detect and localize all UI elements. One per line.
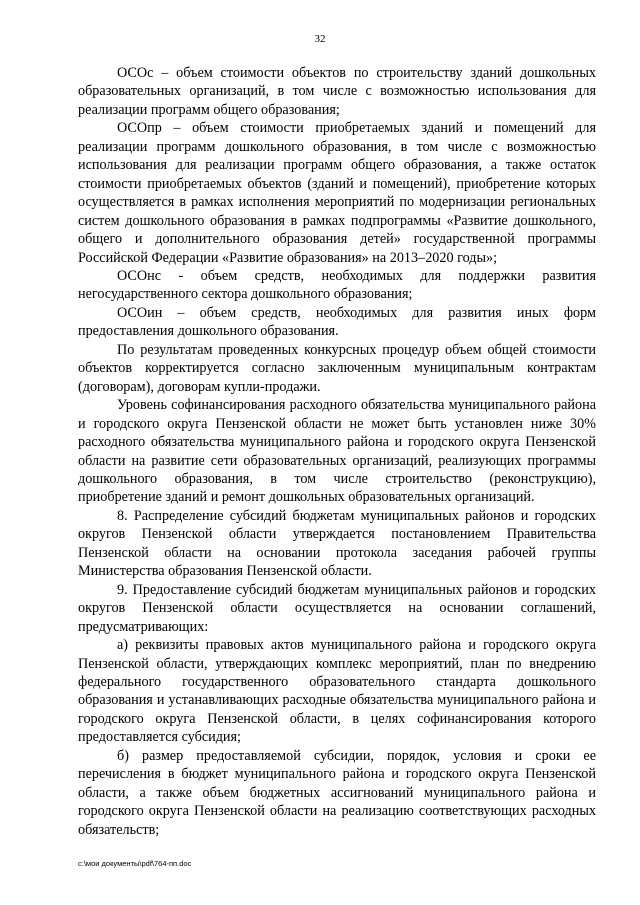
paragraph-osons-definition: ОСОнс - объем средств, необходимых для поддержки развития негосударственного сектора дошкольного образования; xyxy=(78,267,596,303)
paragraph-osoin-definition: ОСОин – объем средств, необходимых для развития иных форм предоставления дошкольного образования. xyxy=(78,304,596,340)
page-number: 32 xyxy=(314,33,326,45)
paragraph-item-9: 9. Предоставление субсидий бюджетам муниципальных районов и городских округов Пензенской области осуществляется на основании соглашений, предусматривающих: xyxy=(78,581,596,635)
paragraph-cost-adjustment: По результатам проведенных конкурсных процедур объем общей стоимости объектов корректируется согласно заключенным муниципальным контрактам (договорам), договорам купли-продажи. xyxy=(78,341,596,395)
paragraph-item-8: 8. Распределение субсидий бюджетам муниципальных районов и городских округов Пензенской области утверждается постановлением Правительства Пензенской области на основании протокола заседания рабочей группы Министерства образования Пензенской области. xyxy=(78,507,596,580)
paragraph-item-9a: а) реквизиты правовых актов муниципального района и городского округа Пензенской области, утверждающих комплекс мероприятий, план по внедрению федерального государственного образовательного стандарта дошкольного образования и устанавливающих расходные обязательства муниципального района и городского округа Пензенской области, в целях софинансирования которого предоставляется субсидия; xyxy=(78,637,596,746)
footer-file-path: c:\мои документы\pdf\764-пп.doc xyxy=(78,859,192,868)
paragraph-osopr-definition: ОСОпр – объем стоимости приобретаемых зданий и помещений для реализации программ дошкольного образования, в том числе с возможностью использования для реализации программ общего образования, а также остаток стоимости приобретаемых объектов (зданий и помещений), приобретение которых осуществляется в рамках исполнения мероприятий по модернизации региональных систем дошкольного образования в рамках подпрограммы «Развитие дошкольного, общего и дополнительного образования детей» государственной программы Российской Федерации «Развитие образования» на 2013–2020 годы»; xyxy=(78,120,596,266)
paragraph-item-9b: б) размер предоставляемой субсидии, порядок, условия и сроки ее перечисления в бюджет муниципального района и городского округа Пензенской области, а также объем бюджетных ассигнований муниципального района и городского округа Пензенской области на реализацию соответствующих расходных обязательств; xyxy=(78,747,596,838)
paragraph-osos-definition: ОСОс – объем стоимости объектов по строительству зданий дошкольных образовательных организаций, в том числе с возможностью использования для реализации программ общего образования; xyxy=(78,65,596,118)
paragraph-cofinancing-level: Уровень софинансирования расходного обязательства муниципального района и городского округа Пензенской области не может быть установлен ниже 30% расходного обязательства муниципального района и городского округа Пензенской области на развитие сети образовательных организаций, реализующих программы дошкольного образования, в том числе строительство (реконструкцию), приобретение зданий и ремонт дошкольных образовательных организаций. xyxy=(78,397,596,506)
document-body xyxy=(78,64,596,839)
